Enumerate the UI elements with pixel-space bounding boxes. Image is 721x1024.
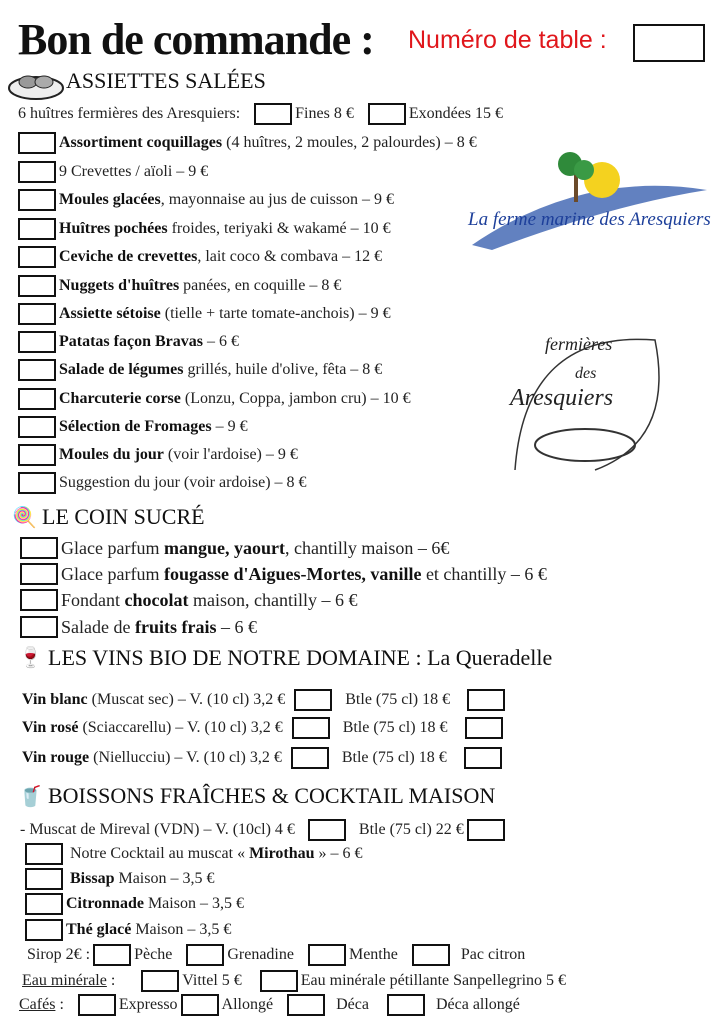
item-checkbox[interactable] [20,563,58,585]
item-name: Nuggets d'huîtres [59,277,180,294]
item-details: – 6 € [202,333,239,350]
wine-row [22,717,503,739]
checkbox-bottle[interactable] [467,819,505,841]
item-checkbox[interactable] [25,893,63,915]
checkbox-sanpellegrino[interactable] [260,970,298,992]
checkbox-glass[interactable] [291,747,329,769]
item-details: froides, teriyaki & wakamé – 10 € [167,220,391,237]
section-title-salees: ASSIETTES SALÉES [66,68,266,93]
fines-option: Fines 8 € [295,105,354,122]
item-name: mangue, yaourt [163,538,285,558]
option-label: Expresso [118,996,178,1013]
menu-item [25,919,231,941]
menu-item [25,843,363,865]
svg-text:fermières: fermières [545,334,613,354]
item-details: maison, chantilly – 6 € [188,590,358,610]
item-details: , mayonnaise au jus de cuisson – 9 € [160,191,395,208]
checkbox-allonge[interactable] [181,994,219,1016]
item-details: (4 huîtres, 2 moules, 2 palourdes) – 8 € [222,134,477,151]
vins-title: LES VINS BIO DE NOTRE DOMAINE : [48,645,422,670]
wine-row [22,689,505,711]
item-details: (voir l'ardoise) – 9 € [163,446,298,463]
muscat-glass-price: - Muscat de Mireval (VDN) – V. (10cl) 4 € [20,821,295,838]
svg-text:La ferme marine des Aresquiers: La ferme marine des Aresquiers [468,209,711,230]
checkbox-glass[interactable] [294,689,332,711]
huitres-label: 6 huîtres fermières des Aresquiers: [18,105,241,122]
section-title-vins [48,645,552,671]
checkbox-glass[interactable] [292,717,330,739]
checkbox-deca[interactable] [287,994,325,1016]
wine-glass-price: (Muscat sec) – V. (10 cl) 3,2 € [87,691,286,708]
option-label: Grenadine [227,946,294,963]
item-checkbox[interactable] [18,246,56,268]
item-checkbox[interactable] [20,616,58,638]
item-checkbox[interactable] [25,868,63,890]
page-title: Bon de commande : [18,15,374,64]
table-number-input[interactable] [633,24,705,62]
menu-item [20,537,449,559]
oyster-plate-icon [8,68,64,107]
item-details: – 9 € [211,418,248,435]
wine-bottle-price: Btle (75 cl) 18 € [345,691,451,708]
item-details: (voir ardoise) – 8 € [179,474,307,491]
sirop-row [27,944,525,966]
menu-item [18,246,382,268]
option-label: Déca allongé [435,996,520,1013]
wine-glass-price: (Niellucciu) – V. (10 cl) 3,2 € [89,749,282,766]
muscat-row [20,819,505,841]
item-name: Assiette sétoise [59,305,161,322]
item-details: Maison – 3,5 € [131,921,232,938]
item-checkbox[interactable] [18,416,56,438]
eau-label: Eau minérale [22,972,107,989]
item-name: Assortiment coquillages [59,134,223,151]
option-label: Allongé [221,996,274,1013]
option-label: Déca [336,996,369,1013]
checkbox-bottle[interactable] [467,689,505,711]
item-name: Salade de légumes [59,361,184,378]
menu-item [20,589,357,611]
item-checkbox[interactable] [25,843,63,865]
item-checkbox[interactable] [18,331,56,353]
eau-row [22,970,566,992]
item-checkbox[interactable] [18,218,56,240]
item-prefix: Salade de [61,617,135,637]
item-details: / aïoli – 9 € [131,163,209,180]
section-title-sucre: LE COIN SUCRÉ [42,504,205,529]
option-label: Pac citron [460,946,526,963]
menu-item [20,616,257,638]
checkbox-vittel[interactable] [141,970,179,992]
item-name: fougasse d'Aigues-Mortes, vanille [163,564,422,584]
item-name: fruits frais [134,617,217,637]
checkbox-peche[interactable] [93,944,131,966]
item-prefix: Notre Cocktail au muscat « [70,845,250,862]
svg-text:des: des [575,365,597,382]
wine-bottle-price: Btle (75 cl) 18 € [342,719,448,736]
item-name: Suggestion du jour [59,474,180,491]
separator: : [106,972,116,989]
table-number-label: Numéro de table : [408,26,607,54]
item-details: » – 6 € [314,845,363,862]
checkbox-deca-allonge[interactable] [387,994,425,1016]
item-checkbox[interactable] [18,388,56,410]
wine-row [22,747,502,769]
option-label: Vittel 5 € [182,972,242,989]
item-name: Thé glacé [66,921,132,938]
checkbox-bottle[interactable] [464,747,502,769]
svg-text:Aresquiers: Aresquiers [510,385,614,411]
item-name: Huîtres pochées [59,220,168,237]
domaine-name: La Queradelle [427,645,553,670]
item-name: Ceviche de crevettes [59,248,198,265]
checkbox-expresso[interactable] [78,994,116,1016]
item-prefix: Glace parfum [61,564,164,584]
wine-name: Vin blanc [22,691,88,708]
ferme-marine-logo [462,150,712,260]
item-name: Patatas façon Bravas [59,333,203,350]
lollipop-icon: 🍭 [12,507,37,529]
item-details: et chantilly – 6 € [421,564,547,584]
menu-item [20,563,547,585]
option-label: Pèche [134,946,173,963]
option-label: Eau minérale pétillante Sanpellegrino 5 € [300,972,567,989]
menu-item [18,416,248,438]
item-details: , lait coco & combava – 12 € [197,248,383,265]
item-checkbox[interactable] [18,359,56,381]
cafes-label: Cafés [19,996,56,1013]
checkbox-exondees[interactable] [368,103,406,125]
item-checkbox[interactable] [25,919,63,941]
item-name: Moules du jour [59,446,164,463]
menu-item [18,161,208,183]
item-checkbox[interactable] [18,132,56,154]
item-name: 9 Crevettes [59,163,132,180]
item-checkbox[interactable] [18,303,56,325]
item-name: Bissap [70,870,115,887]
menu-item [25,893,244,915]
wine-name: Vin rouge [22,749,90,766]
menu-item [18,303,391,325]
muscat-bottle-price: Btle (75 cl) 22 € [358,821,464,838]
item-checkbox[interactable] [20,537,58,559]
item-checkbox[interactable] [18,444,56,466]
cocktail-icon: 🥤 [18,786,43,808]
item-details: Maison – 3,5 € [143,895,244,912]
wine-bottle-price: Btle (75 cl) 18 € [341,749,447,766]
item-checkbox[interactable] [18,161,56,183]
item-details: , chantilly maison – 6€ [284,538,450,558]
separator: : [55,996,64,1013]
item-name: chocolat [124,590,189,610]
menu-item [18,218,391,240]
menu-item [18,388,411,410]
menu-item [18,132,477,154]
huitres-row [18,103,503,125]
wine-glass-icon: 🍷 [18,647,43,669]
item-name: Charcuterie corse [59,390,181,407]
item-name: Sélection de Fromages [59,418,212,435]
item-details: – 6 € [216,617,257,637]
item-checkbox[interactable] [18,472,56,494]
menu-item [18,275,341,297]
item-name: Citronnade [66,895,144,912]
item-details: panées, en coquille – 8 € [179,277,342,294]
menu-item [18,472,307,494]
checkbox-glass[interactable] [308,819,346,841]
checkbox-menthe[interactable] [308,944,346,966]
sirop-label: Sirop 2€ : [27,946,91,963]
section-title-boissons: BOISSONS FRAÎCHES & COCKTAIL MAISON [48,783,496,808]
item-prefix: Fondant [61,590,125,610]
item-name: Moules glacées [59,191,161,208]
wine-name: Vin rosé [22,719,79,736]
item-prefix: Glace parfum [61,538,164,558]
item-checkbox[interactable] [20,589,58,611]
exondees-option: Exondées 15 € [408,105,504,122]
menu-item [18,359,382,381]
menu-item [18,444,298,466]
cafes-row [19,994,520,1016]
item-checkbox[interactable] [18,189,56,211]
wine-glass-price: (Sciaccarellu) – V. (10 cl) 3,2 € [78,719,283,736]
menu-item [18,189,394,211]
checkbox-pac-citron[interactable] [412,944,450,966]
checkbox-bottle[interactable] [465,717,503,739]
item-name: Mirothau [249,845,315,862]
checkbox-fines[interactable] [254,103,292,125]
option-label: Menthe [348,946,398,963]
item-details: (Lonzu, Coppa, jambon cru) – 10 € [180,390,411,407]
checkbox-grenadine[interactable] [186,944,224,966]
item-details: grillés, huile d'olive, fêta – 8 € [183,361,383,378]
fermieres-logo [505,320,675,480]
item-details: (tielle + tarte tomate-anchois) – 9 € [160,305,391,322]
menu-item [18,331,239,353]
item-checkbox[interactable] [18,275,56,297]
menu-item [25,868,214,890]
item-details: Maison – 3,5 € [114,870,215,887]
